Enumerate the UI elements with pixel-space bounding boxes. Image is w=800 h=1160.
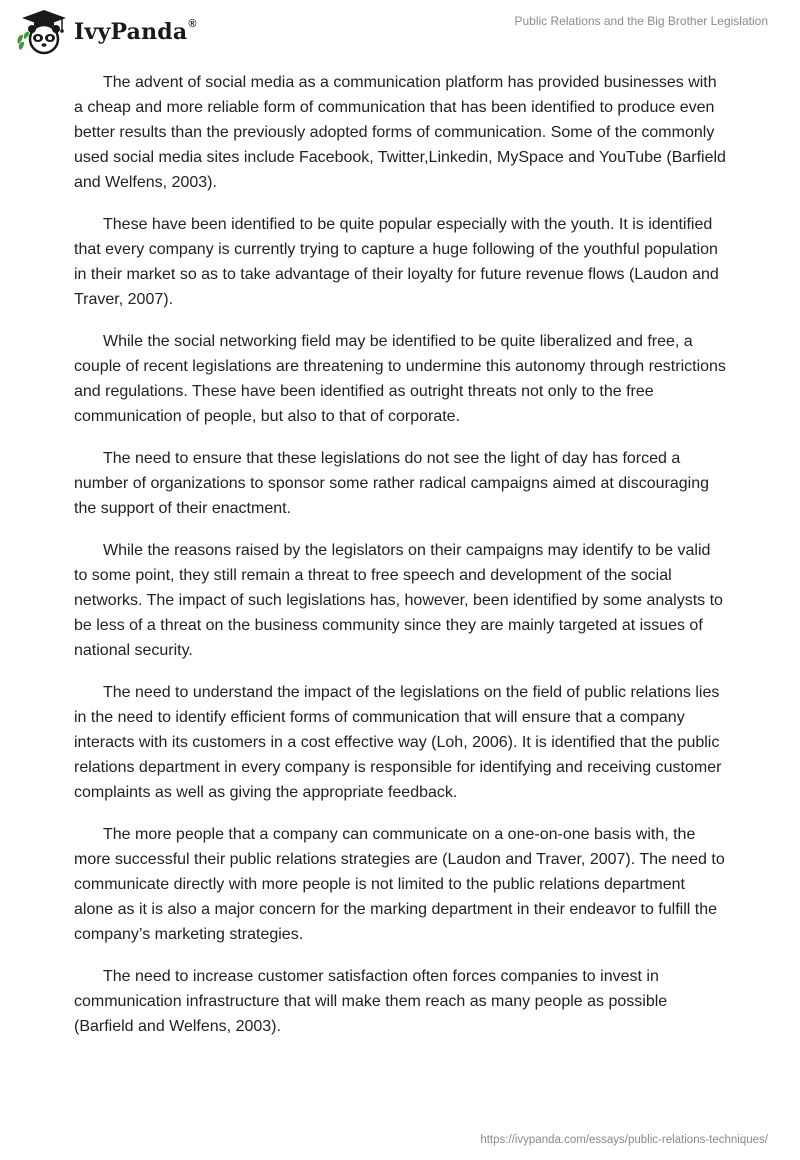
paragraph-4: The need to ensure that these legislations do not see the light of day has forced a number of organizations to sponsor some rather radical campaigns aimed at discouraging the support of their enactment. <box>74 450 710 517</box>
registered-mark: ® <box>188 17 197 30</box>
paragraph-2: These have been identified to be quite popular especially with the youth. It is identified that every company is currently trying to capture a huge following of the youthful population in their market so as to take advantage of their loyalty for future revenue flows (Laudon and Traver, 2007). <box>74 216 719 308</box>
logo-wordmark: IvyPanda® <box>74 17 197 45</box>
paragraph-1: The advent of social media as a communication platform has provided businesses with a cheap and more reliable form of communication that has been identified to produce even better results than the previously adopted forms of communication. Some of the commonly used social media sites include Facebook, Twitter,Linkedin, MySpace and YouTube (Barfield and Welfens, 2003). <box>74 74 726 191</box>
source-url-link[interactable]: https://ivypanda.com/essays/public-relations-techniques/ <box>480 1134 768 1146</box>
paragraph-7: The more people that a company can communicate on a one-on-one basis with, the more successful their public relations strategies are (Laudon and Traver, 2007). The need to communicate directly with more people is not limited to the public relations department alone as it is also a major concern for the marking department in their endeavor to fulfill the company’s marketing strategies. <box>74 826 725 943</box>
paragraph-8: The need to increase customer satisfaction often forces companies to invest in communication infrastructure that will make them reach as many people as possible (Barfield and Welfens, 2003). <box>74 968 668 1035</box>
essay-body <box>74 70 726 1056</box>
paragraph-3: While the social networking field may be identified to be quite liberalized and free, a couple of recent legislations are threatening to undermine this autonomy through restrictions and regulations. These have been identified as outright threats not only to the free communication of people, but also to that of corporate. <box>74 333 726 425</box>
panda-graduate-icon <box>14 8 70 56</box>
page-header <box>0 0 800 64</box>
paragraph-5: While the reasons raised by the legislators on their campaigns may identify to be valid to some point, they still remain a threat to free speech and development of the social networks. The impact of such legislations has, however, been identified by some analysts to be less of a threat on the business community since they are mainly targeted at issues of national security. <box>74 542 723 659</box>
document-title: Public Relations and the Big Brother Legislation <box>514 14 768 28</box>
ivypanda-logo[interactable] <box>14 8 197 56</box>
paragraph-6: The need to understand the impact of the legislations on the field of public relations lies in the need to identify efficient forms of communication that will ensure that a company interacts with its customers in a cost effective way (Loh, 2006). It is identified that the public relations department in every company is responsible for identifying and receiving customer complaints as well as giving the appropriate feedback. <box>74 684 722 801</box>
